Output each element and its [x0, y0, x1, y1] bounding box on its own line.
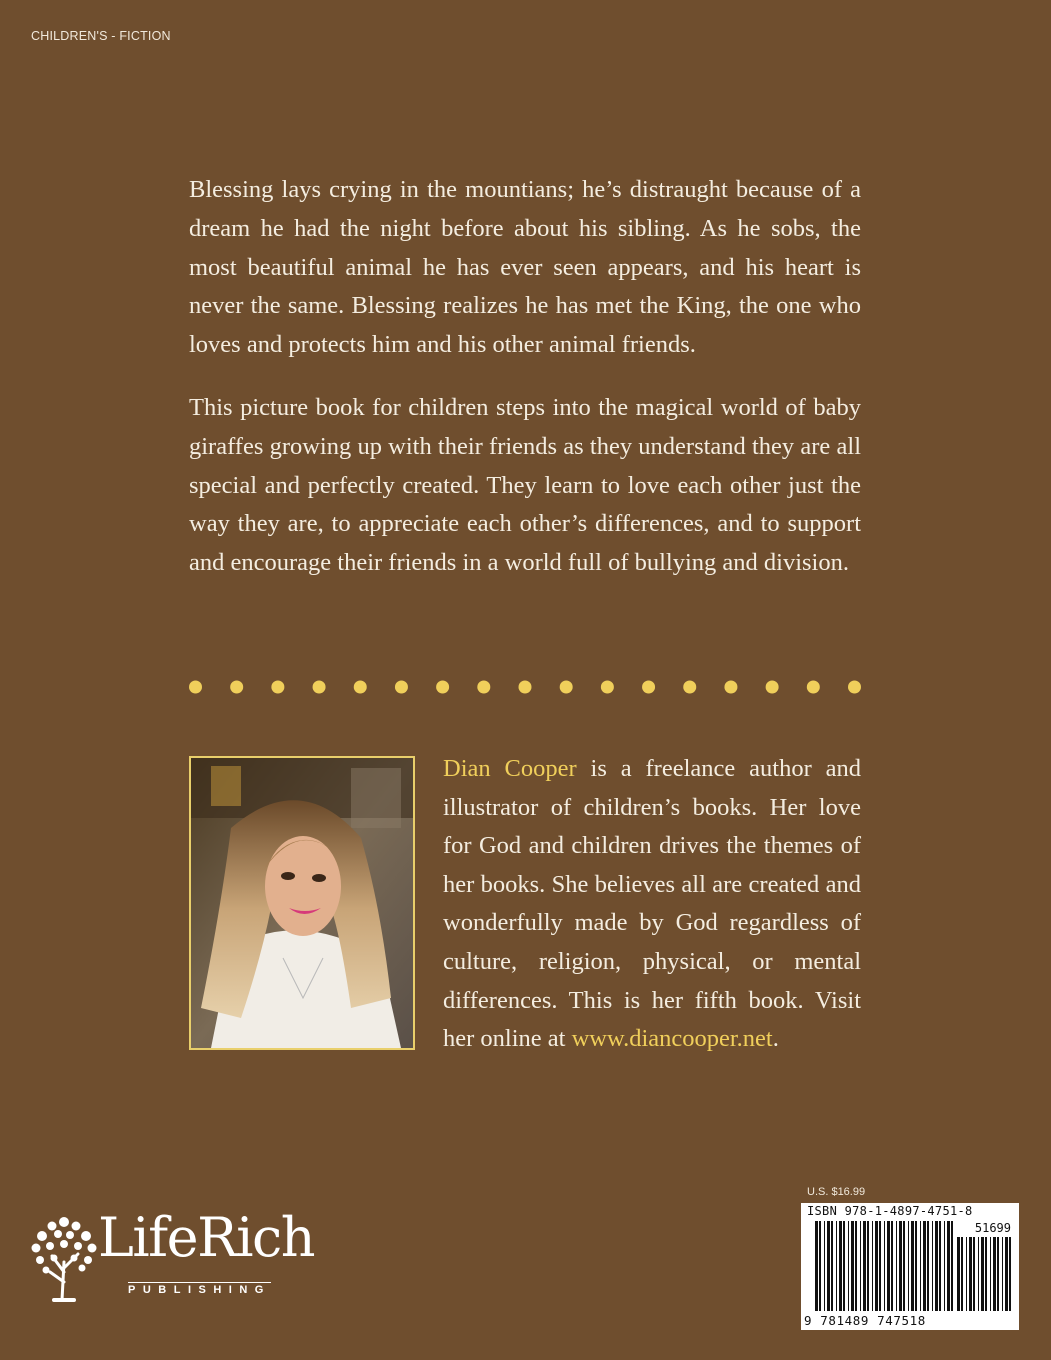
- category-label: CHILDREN'S - FICTION: [31, 29, 171, 43]
- divider-dot: [848, 681, 861, 694]
- ean-barcode-bars: [815, 1221, 955, 1311]
- barcode-bar: [951, 1221, 953, 1311]
- barcode-bar: [981, 1237, 984, 1311]
- author-name: Dian Cooper: [443, 755, 577, 782]
- barcode-bar: [879, 1221, 881, 1311]
- barcode-bar: [848, 1221, 849, 1311]
- divider-dot: [477, 681, 490, 694]
- author-bio: [443, 750, 861, 1059]
- divider-dot: [683, 681, 696, 694]
- author-portrait-photo: [191, 758, 413, 1048]
- author-website-link[interactable]: www.diancooper.net: [571, 1025, 773, 1053]
- barcode-bar: [915, 1221, 917, 1311]
- barcode-bar: [831, 1221, 833, 1311]
- barcode-bar: [927, 1221, 929, 1311]
- price-label: U.S. $16.99: [807, 1186, 866, 1198]
- divider-dot: [601, 681, 614, 694]
- barcode-bar: [899, 1221, 902, 1311]
- tree-icon: [28, 1212, 100, 1304]
- publisher-name: LifeRich: [98, 1206, 315, 1269]
- barcode-bar: [1009, 1237, 1011, 1311]
- barcode-bar: [932, 1221, 933, 1311]
- divider-dot: [354, 681, 367, 694]
- barcode-bar: [944, 1221, 945, 1311]
- barcode-bar: [891, 1221, 893, 1311]
- barcode-bar: [990, 1237, 991, 1311]
- blurb-paragraph-2: This picture book for children steps into the magical world of baby giraffes growing up with their friends as they understand they are all special and perfectly created. They learn to love each other just the way they are, to appreciate each other’s differences, and to support and encourage their friends in a world full of bullying and division.: [189, 394, 861, 577]
- barcode-bar: [908, 1221, 909, 1311]
- barcode-bar: [1005, 1237, 1008, 1311]
- barcode-bar: [966, 1237, 967, 1311]
- barcode-bar: [957, 1237, 960, 1311]
- barcode-bar: [969, 1237, 972, 1311]
- divider-dot: [519, 681, 532, 694]
- barcode-bar: [860, 1221, 861, 1311]
- barcode-bar: [815, 1221, 818, 1311]
- author-photo: [189, 756, 415, 1050]
- publisher-logo: [28, 1206, 338, 1304]
- barcode-bar: [851, 1221, 854, 1311]
- barcode-bar: [961, 1237, 963, 1311]
- barcode-bar: [875, 1221, 878, 1311]
- barcode-bar: [843, 1221, 845, 1311]
- divider-dot: [230, 681, 243, 694]
- barcode-bar: [836, 1221, 837, 1311]
- blurb-paragraph-1: Blessing lays crying in the mountians; he’s distraught because of a dream he had the night before about his sibling. As he sobs, the most beautiful animal he has ever seen appears, and his heart is never the same. Blessing realizes he has met the King, the one who loves and protects him and his other animal friends.: [189, 176, 861, 359]
- barcode-bar: [923, 1221, 926, 1311]
- divider-dot: [766, 681, 779, 694]
- barcode-bar: [993, 1237, 996, 1311]
- barcode: [801, 1203, 1019, 1330]
- barcode-bar: [855, 1221, 857, 1311]
- barcode-bar: [1002, 1237, 1003, 1311]
- divider-dot: [313, 681, 326, 694]
- barcode-bar: [997, 1237, 999, 1311]
- barcode-bar: [978, 1237, 979, 1311]
- divider-dot: [436, 681, 449, 694]
- barcode-bar: [896, 1221, 897, 1311]
- addon-barcode-bars: [957, 1237, 1013, 1311]
- divider-dot: [807, 681, 820, 694]
- dot-divider: [189, 680, 861, 694]
- barcode-bar: [920, 1221, 921, 1311]
- barcode-bar: [903, 1221, 905, 1311]
- barcode-bar: [911, 1221, 914, 1311]
- divider-dot: [189, 681, 202, 694]
- divider-dot: [560, 681, 573, 694]
- barcode-bar: [824, 1221, 825, 1311]
- author-bio-end: .: [772, 1025, 779, 1053]
- barcode-bar: [947, 1221, 950, 1311]
- barcode-bar: [985, 1237, 987, 1311]
- barcode-bar: [863, 1221, 866, 1311]
- price-addon-code: 51699: [974, 1221, 1011, 1235]
- barcode-bar: [973, 1237, 975, 1311]
- barcode-bar: [939, 1221, 941, 1311]
- isbn-number: ISBN 978-1-4897-4751-8: [807, 1204, 973, 1218]
- ean-number: 9 781489 747518: [804, 1313, 926, 1328]
- barcode-bar: [867, 1221, 869, 1311]
- barcode-bar: [935, 1221, 938, 1311]
- divider-dot: [724, 681, 737, 694]
- barcode-bar: [839, 1221, 842, 1311]
- barcode-bar: [872, 1221, 873, 1311]
- barcode-bar: [819, 1221, 821, 1311]
- divider-dot: [395, 681, 408, 694]
- barcode-bar: [887, 1221, 890, 1311]
- divider-dot: [271, 681, 284, 694]
- author-bio-text: is a freelance author and illustrator of children’s books. Her love for God and children drives the themes of her books. She believes all are created and wonderfully made by God regardless of culture, religion, physical, or mental differences. This is her fifth book. Visit her online at: [443, 755, 861, 1053]
- divider-dot: [642, 681, 655, 694]
- barcode-bar: [827, 1221, 830, 1311]
- publisher-tagline: PUBLISHING: [128, 1284, 271, 1296]
- barcode-bar: [884, 1221, 885, 1311]
